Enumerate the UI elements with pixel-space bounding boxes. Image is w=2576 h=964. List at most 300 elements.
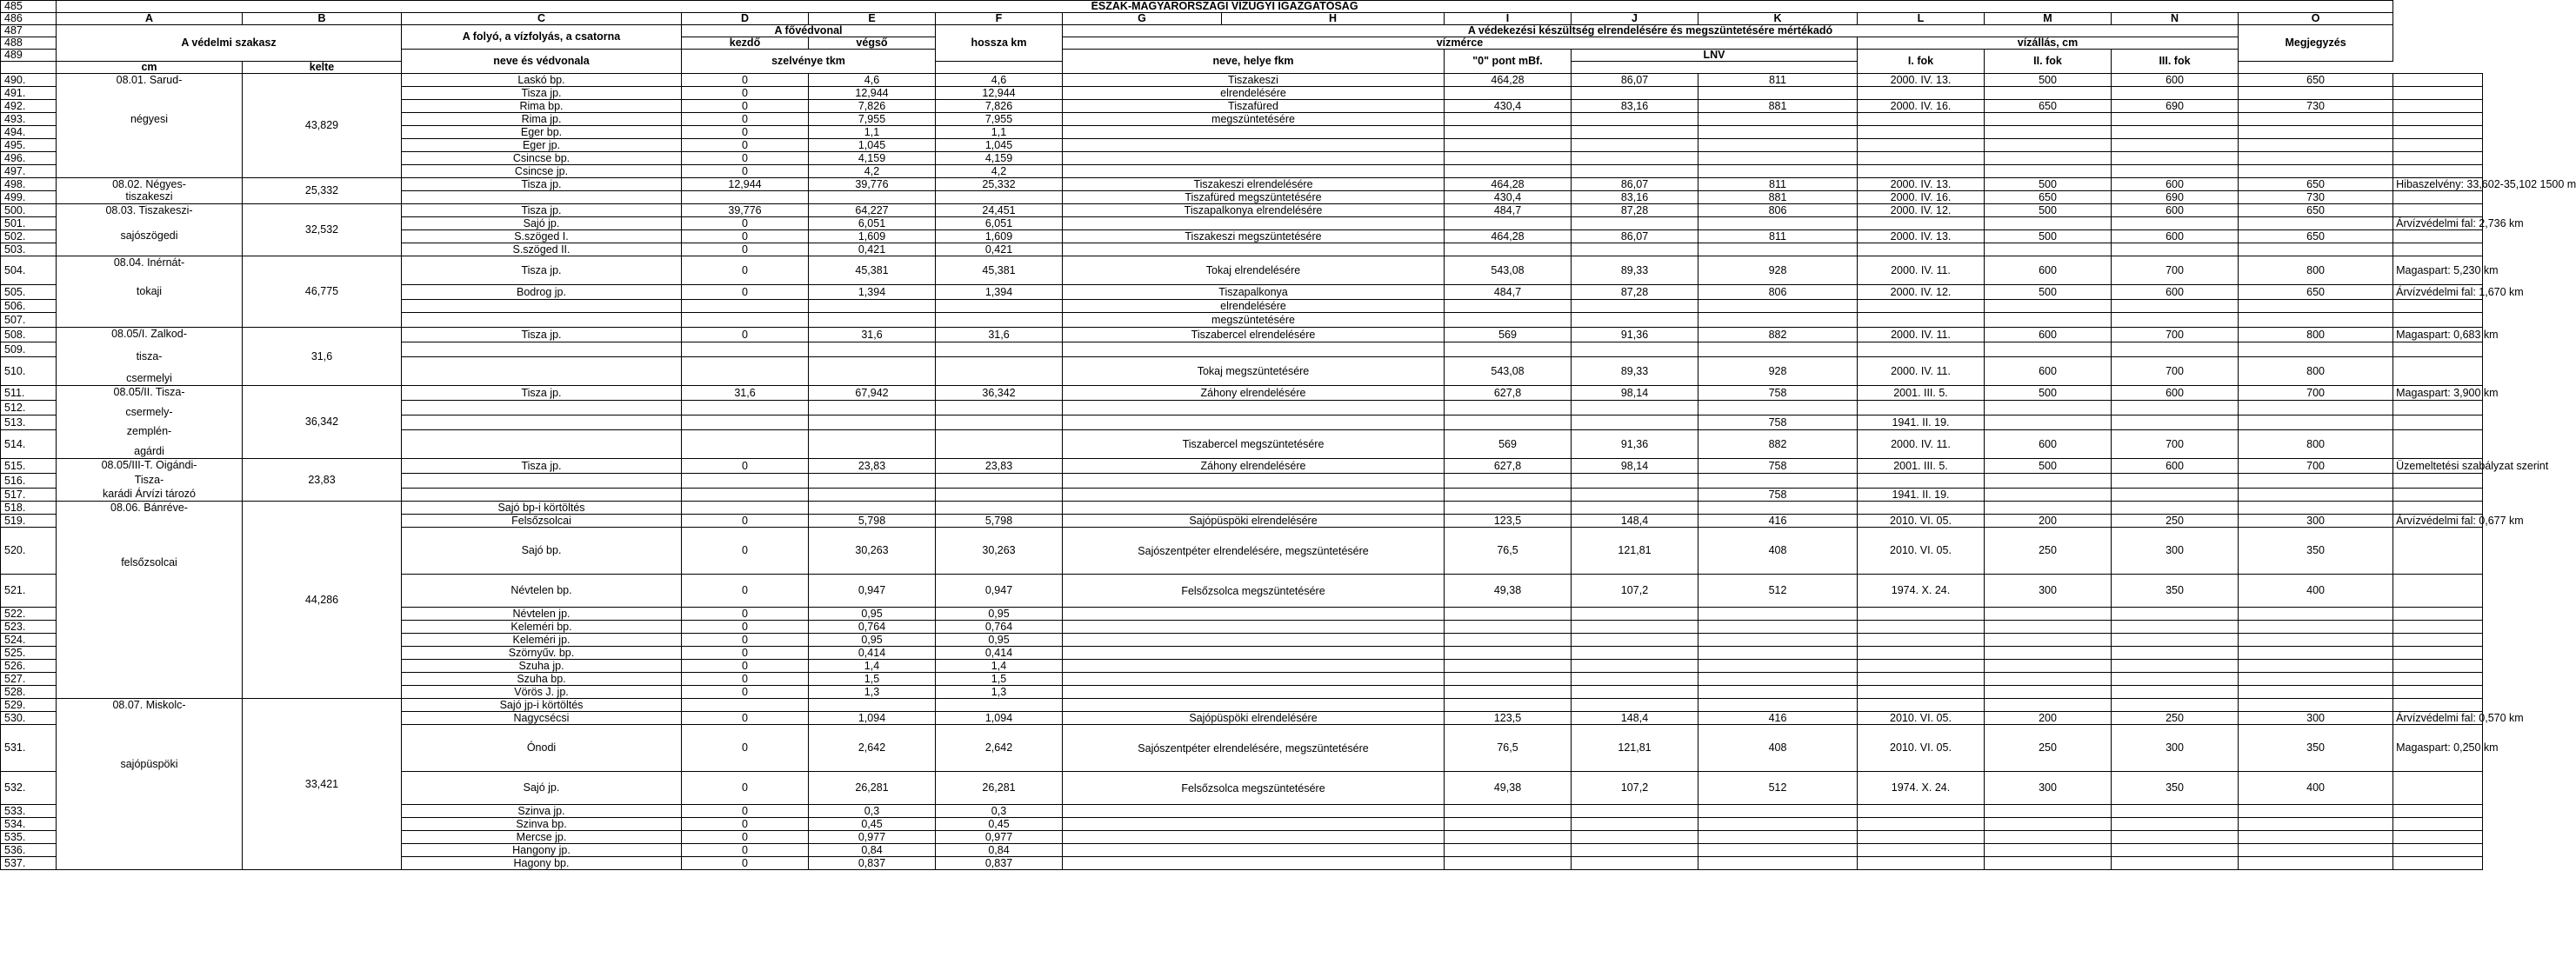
cell-nn: 730 bbox=[2239, 191, 2393, 204]
cell-h bbox=[1445, 139, 1572, 152]
cell-o bbox=[2393, 152, 2483, 165]
cell-nn: 800 bbox=[2239, 328, 2393, 342]
cell-i bbox=[1572, 217, 1698, 230]
cell-nn bbox=[2239, 243, 2393, 256]
column-letter: D bbox=[682, 13, 809, 25]
cell-e bbox=[809, 401, 936, 416]
row-number: 485 bbox=[1, 1, 57, 13]
gauge-name: Sajópüspöki elrendelésére bbox=[1063, 712, 1445, 725]
row-number: 502. bbox=[1, 230, 57, 243]
cell-k bbox=[1858, 831, 1985, 844]
row-number: 531. bbox=[1, 725, 57, 772]
cell-l: 500 bbox=[1985, 285, 2112, 300]
cell-j: 811 bbox=[1698, 178, 1858, 191]
table-row bbox=[1, 459, 2483, 474]
cell-f: 4,2 bbox=[936, 165, 1063, 178]
cell-k bbox=[1858, 844, 1985, 857]
row-number: 519. bbox=[1, 515, 57, 528]
cell-l bbox=[1985, 416, 2112, 430]
cell-o bbox=[2393, 300, 2483, 313]
cell-m: 300 bbox=[2112, 528, 2239, 575]
cell-l bbox=[1985, 126, 2112, 139]
section-name-line: karádi Árvízi tározó bbox=[103, 488, 196, 500]
cell-h bbox=[1445, 647, 1572, 660]
section-name-line: csermely- bbox=[125, 405, 173, 418]
cell-k bbox=[1858, 660, 1985, 673]
cell-m bbox=[2112, 818, 2239, 831]
cell-e: 0,421 bbox=[809, 243, 936, 256]
cell-nn bbox=[2239, 165, 2393, 178]
cell-i bbox=[1572, 502, 1698, 515]
row-number: 499. bbox=[1, 191, 57, 204]
cell-m bbox=[2112, 300, 2239, 313]
cell-nn: 650 bbox=[2239, 178, 2393, 191]
cell-i bbox=[1572, 416, 1698, 430]
cell-l bbox=[1985, 165, 2112, 178]
cell-i: 87,28 bbox=[1572, 285, 1698, 300]
cell-j bbox=[1698, 818, 1858, 831]
cell-j bbox=[1698, 844, 1858, 857]
cell-d: 0 bbox=[682, 673, 809, 686]
section-name bbox=[57, 178, 243, 204]
cell-c: Szuha bp. bbox=[402, 673, 682, 686]
cell-nn: 730 bbox=[2239, 100, 2393, 113]
cell-nn bbox=[2239, 139, 2393, 152]
cell-h bbox=[1445, 342, 1572, 357]
cell-d: 0 bbox=[682, 74, 809, 87]
cell-c: Tisza jp. bbox=[402, 87, 682, 100]
cell-nn bbox=[2239, 831, 2393, 844]
cell-e: 7,826 bbox=[809, 100, 936, 113]
cell-d: 0 bbox=[682, 725, 809, 772]
cell-c: Névtelen jp. bbox=[402, 608, 682, 621]
cell-h bbox=[1445, 805, 1572, 818]
cell-e: 4,2 bbox=[809, 165, 936, 178]
cell-m bbox=[2112, 217, 2239, 230]
cell-i: 148,4 bbox=[1572, 515, 1698, 528]
cell-m: 350 bbox=[2112, 575, 2239, 608]
gauge-name bbox=[1063, 686, 1445, 699]
cell-m bbox=[2112, 313, 2239, 328]
cell-c bbox=[402, 313, 682, 328]
cell-nn bbox=[2239, 686, 2393, 699]
cell-k bbox=[1858, 87, 1985, 100]
cell-j bbox=[1698, 313, 1858, 328]
cell-nn bbox=[2239, 634, 2393, 647]
column-letter: E bbox=[809, 13, 936, 25]
cell-j bbox=[1698, 401, 1858, 416]
cell-f: 7,955 bbox=[936, 113, 1063, 126]
cell-j bbox=[1698, 113, 1858, 126]
cell-d: 0 bbox=[682, 608, 809, 621]
cell-h bbox=[1445, 300, 1572, 313]
header-mertekado: A védekezési készültség elrendelésére és megszüntetésére mértékadó bbox=[1063, 25, 2239, 37]
cell-j: 882 bbox=[1698, 328, 1858, 342]
cell-i: 121,81 bbox=[1572, 528, 1698, 575]
cell-k: 2000. IV. 12. bbox=[1858, 285, 1985, 300]
gauge-name: Sajópüspöki elrendelésére bbox=[1063, 515, 1445, 528]
cell-d: 0 bbox=[682, 857, 809, 870]
header-neve-vedvonala: neve és védvonala bbox=[402, 50, 682, 74]
cell-f: 36,342 bbox=[936, 386, 1063, 401]
cell-j: 881 bbox=[1698, 100, 1858, 113]
cell-h bbox=[1445, 313, 1572, 328]
cell-l bbox=[1985, 621, 2112, 634]
cell-j: 512 bbox=[1698, 575, 1858, 608]
row-number: 498. bbox=[1, 178, 57, 191]
cell-i bbox=[1572, 634, 1698, 647]
cell-e: 30,263 bbox=[809, 528, 936, 575]
column-letter: I bbox=[1445, 13, 1572, 25]
cell-nn: 350 bbox=[2239, 528, 2393, 575]
cell-l: 500 bbox=[1985, 204, 2112, 217]
cell-f: 1,1 bbox=[936, 126, 1063, 139]
cell-c bbox=[402, 401, 682, 416]
gauge-name bbox=[1063, 699, 1445, 712]
cell-i bbox=[1572, 608, 1698, 621]
cell-d bbox=[682, 489, 809, 502]
cell-k: 1941. II. 19. bbox=[1858, 489, 1985, 502]
cell-nn bbox=[2239, 857, 2393, 870]
cell-k: 2000. IV. 12. bbox=[1858, 204, 1985, 217]
cell-l bbox=[1985, 608, 2112, 621]
cell-m: 300 bbox=[2112, 725, 2239, 772]
cell-f: 1,094 bbox=[936, 712, 1063, 725]
header-cm: cm bbox=[57, 62, 243, 74]
cell-h bbox=[1445, 474, 1572, 489]
cell-o bbox=[2393, 313, 2483, 328]
cell-m: 600 bbox=[2112, 230, 2239, 243]
cell-c: Sajó jp. bbox=[402, 772, 682, 805]
cell-l: 250 bbox=[1985, 725, 2112, 772]
cell-c: Névtelen bp. bbox=[402, 575, 682, 608]
cell-f: 0,977 bbox=[936, 831, 1063, 844]
cell-c bbox=[402, 430, 682, 459]
section-name-line: agárdi bbox=[134, 444, 164, 457]
gauge-name: Tokaj megszüntetésére bbox=[1063, 357, 1445, 386]
section-name-line bbox=[59, 593, 239, 605]
row-number: 492. bbox=[1, 100, 57, 113]
cell-f: 0,947 bbox=[936, 575, 1063, 608]
cell-d: 0 bbox=[682, 328, 809, 342]
cell-m bbox=[2112, 416, 2239, 430]
cell-k bbox=[1858, 857, 1985, 870]
row-number: 500. bbox=[1, 204, 57, 217]
cell-e: 6,051 bbox=[809, 217, 936, 230]
cell-i bbox=[1572, 699, 1698, 712]
cell-l bbox=[1985, 474, 2112, 489]
cell-d bbox=[682, 474, 809, 489]
gauge-name: elrendelésére bbox=[1063, 87, 1445, 100]
cell-k: 1974. X. 24. bbox=[1858, 772, 1985, 805]
cell-nn bbox=[2239, 152, 2393, 165]
cell-h: 543,08 bbox=[1445, 256, 1572, 285]
cell-i bbox=[1572, 313, 1698, 328]
cell-h bbox=[1445, 660, 1572, 673]
cell-d bbox=[682, 502, 809, 515]
cell-k: 2000. IV. 13. bbox=[1858, 230, 1985, 243]
cell-e: 39,776 bbox=[809, 178, 936, 191]
header-hossza: hossza km bbox=[936, 25, 1063, 62]
gauge-name: Felsőzsolca megszüntetésére bbox=[1063, 772, 1445, 805]
cell-m bbox=[2112, 342, 2239, 357]
cell-c bbox=[402, 416, 682, 430]
cell-e: 1,394 bbox=[809, 285, 936, 300]
gauge-name: Tiszabercel megszüntetésére bbox=[1063, 430, 1445, 459]
section-name-line: 08.01. Sarud- bbox=[116, 74, 183, 86]
cell-d: 0 bbox=[682, 844, 809, 857]
cell-h: 464,28 bbox=[1445, 178, 1572, 191]
cell-c: Felsőzsolcai bbox=[402, 515, 682, 528]
cell-l bbox=[1985, 818, 2112, 831]
cell-i: 87,28 bbox=[1572, 204, 1698, 217]
cell-c: Vörös J. jp. bbox=[402, 686, 682, 699]
cell-h bbox=[1445, 401, 1572, 416]
cell-c bbox=[402, 474, 682, 489]
cell-m bbox=[2112, 165, 2239, 178]
cell-nn: 800 bbox=[2239, 357, 2393, 386]
cell-j bbox=[1698, 152, 1858, 165]
cell-d bbox=[682, 342, 809, 357]
gauge-name: Tiszafüred megszüntetésére bbox=[1063, 191, 1445, 204]
cell-k bbox=[1858, 313, 1985, 328]
section-name bbox=[57, 459, 243, 502]
header-fovedvonal: A fővédvonal bbox=[682, 25, 936, 37]
cell-e: 31,6 bbox=[809, 328, 936, 342]
section-name-line bbox=[59, 520, 239, 532]
header-vizallas: vízállás, cm bbox=[1858, 37, 2239, 50]
row-number: 494. bbox=[1, 126, 57, 139]
section-name-line bbox=[59, 87, 239, 99]
section-length: 46,775 bbox=[243, 256, 402, 328]
cell-l bbox=[1985, 87, 2112, 100]
header-kelte: kelte bbox=[243, 62, 402, 74]
gauge-name bbox=[1063, 818, 1445, 831]
cell-j: 928 bbox=[1698, 256, 1858, 285]
cell-d bbox=[682, 416, 809, 430]
section-name bbox=[57, 386, 243, 459]
cell-f: 2,642 bbox=[936, 725, 1063, 772]
row-number: 536. bbox=[1, 844, 57, 857]
section-name-line bbox=[59, 738, 239, 750]
cell-e: 1,1 bbox=[809, 126, 936, 139]
cell-nn: 800 bbox=[2239, 430, 2393, 459]
row-number bbox=[1, 62, 57, 74]
cell-c: Hagony bp. bbox=[402, 857, 682, 870]
cell-d bbox=[682, 191, 809, 204]
cell-c: Bodrog jp. bbox=[402, 285, 682, 300]
cell-h bbox=[1445, 489, 1572, 502]
cell-k bbox=[1858, 165, 1985, 178]
cell-f: 31,6 bbox=[936, 328, 1063, 342]
row-number: 520. bbox=[1, 528, 57, 575]
cell-o bbox=[2393, 113, 2483, 126]
section-name-line bbox=[59, 667, 239, 679]
row-number: 514. bbox=[1, 430, 57, 459]
cell-l: 200 bbox=[1985, 712, 2112, 725]
cell-m: 700 bbox=[2112, 430, 2239, 459]
cell-e: 4,6 bbox=[809, 74, 936, 87]
cell-o bbox=[2393, 502, 2483, 515]
cell-e: 0,764 bbox=[809, 621, 936, 634]
header-kezdo: kezdő bbox=[682, 37, 809, 50]
section-name-line bbox=[59, 125, 239, 137]
cell-nn bbox=[2239, 818, 2393, 831]
cell-h bbox=[1445, 502, 1572, 515]
cell-j bbox=[1698, 608, 1858, 621]
cell-m: 690 bbox=[2112, 191, 2239, 204]
cell-f: 1,4 bbox=[936, 660, 1063, 673]
cell-f: 0,45 bbox=[936, 818, 1063, 831]
table-row bbox=[1, 13, 2483, 25]
cell-j: 928 bbox=[1698, 357, 1858, 386]
cell-i bbox=[1572, 844, 1698, 857]
gauge-name: Tiszakeszi elrendelésére bbox=[1063, 178, 1445, 191]
cell-l: 600 bbox=[1985, 328, 2112, 342]
cell-o bbox=[2393, 357, 2483, 386]
cell-nn: 800 bbox=[2239, 256, 2393, 285]
cell-j bbox=[1698, 243, 1858, 256]
column-letter: L bbox=[1858, 13, 1985, 25]
cell-l bbox=[1985, 401, 2112, 416]
cell-d: 0 bbox=[682, 712, 809, 725]
cell-h: 76,5 bbox=[1445, 725, 1572, 772]
cell-k bbox=[1858, 342, 1985, 357]
header-vizmerce: vízmérce bbox=[1063, 37, 1858, 50]
cell-k: 2010. VI. 05. bbox=[1858, 515, 1985, 528]
header-vedelmi-szakasz: A védelmi szakasz bbox=[57, 25, 402, 62]
row-number: 495. bbox=[1, 139, 57, 152]
cell-d: 0 bbox=[682, 100, 809, 113]
cell-f bbox=[936, 430, 1063, 459]
row-number: 537. bbox=[1, 857, 57, 870]
cell-e: 0,977 bbox=[809, 831, 936, 844]
cell-c: S.szöged II. bbox=[402, 243, 682, 256]
section-name-line bbox=[59, 575, 239, 587]
cell-e: 1,5 bbox=[809, 673, 936, 686]
row-number: 509. bbox=[1, 342, 57, 357]
section-name bbox=[57, 204, 243, 256]
cell-h bbox=[1445, 243, 1572, 256]
section-name-line bbox=[59, 719, 239, 731]
cell-c: Tisza jp. bbox=[402, 178, 682, 191]
gauge-name: Tiszafüred bbox=[1063, 100, 1445, 113]
header-megjegyzes: Megjegyzés bbox=[2239, 25, 2393, 62]
cell-f: 25,332 bbox=[936, 178, 1063, 191]
gauge-name bbox=[1063, 647, 1445, 660]
row-number: 516. bbox=[1, 474, 57, 489]
cell-d bbox=[682, 401, 809, 416]
cell-c: Sajó bp-i körtöltés bbox=[402, 502, 682, 515]
cell-c: Sajó jp-i körtöltés bbox=[402, 699, 682, 712]
cell-o: Üzemeltetési szabályzat szerint bbox=[2393, 459, 2483, 474]
cell-f: 24,451 bbox=[936, 204, 1063, 217]
cell-m bbox=[2112, 243, 2239, 256]
cell-i bbox=[1572, 660, 1698, 673]
cell-o bbox=[2393, 818, 2483, 831]
cell-m bbox=[2112, 113, 2239, 126]
section-length: 32,532 bbox=[243, 204, 402, 256]
cell-f bbox=[936, 489, 1063, 502]
cell-d: 0 bbox=[682, 621, 809, 634]
cell-nn bbox=[2239, 342, 2393, 357]
cell-j bbox=[1698, 647, 1858, 660]
cell-k bbox=[1858, 634, 1985, 647]
section-name-line: zemplén- bbox=[126, 425, 172, 438]
cell-c: S.szöged I. bbox=[402, 230, 682, 243]
table-row bbox=[1, 178, 2483, 191]
cell-k bbox=[1858, 805, 1985, 818]
cell-e: 67,942 bbox=[809, 386, 936, 401]
column-letter: K bbox=[1698, 13, 1858, 25]
cell-o bbox=[2393, 528, 2483, 575]
cell-c bbox=[402, 489, 682, 502]
table-row bbox=[1, 256, 2483, 285]
cell-d: 0 bbox=[682, 647, 809, 660]
section-length: 43,829 bbox=[243, 74, 402, 178]
cell-e: 0,414 bbox=[809, 647, 936, 660]
cell-o bbox=[2393, 401, 2483, 416]
cell-l bbox=[1985, 831, 2112, 844]
cell-nn bbox=[2239, 416, 2393, 430]
cell-f bbox=[936, 191, 1063, 204]
gauge-name bbox=[1063, 634, 1445, 647]
cell-m: 690 bbox=[2112, 100, 2239, 113]
section-name-line: 08.05/II. Tisza- bbox=[113, 386, 185, 398]
cell-o bbox=[2393, 608, 2483, 621]
cell-j: 811 bbox=[1698, 74, 1858, 87]
header-fok2: II. fok bbox=[1985, 50, 2112, 74]
cell-i bbox=[1572, 300, 1698, 313]
cell-i bbox=[1572, 647, 1698, 660]
section-length: 36,342 bbox=[243, 386, 402, 459]
cell-i bbox=[1572, 831, 1698, 844]
cell-h bbox=[1445, 217, 1572, 230]
cell-o bbox=[2393, 243, 2483, 256]
cell-i bbox=[1572, 113, 1698, 126]
cell-d: 0 bbox=[682, 285, 809, 300]
cell-h: 123,5 bbox=[1445, 515, 1572, 528]
cell-e: 1,094 bbox=[809, 712, 936, 725]
gauge-name bbox=[1063, 621, 1445, 634]
cell-i: 83,16 bbox=[1572, 100, 1698, 113]
cell-o: Magaspart: 3,900 km bbox=[2393, 386, 2483, 401]
row-number: 505. bbox=[1, 285, 57, 300]
section-name-line bbox=[59, 138, 239, 150]
cell-nn: 650 bbox=[2239, 285, 2393, 300]
cell-m bbox=[2112, 699, 2239, 712]
cell-o bbox=[2393, 575, 2483, 608]
cell-m: 600 bbox=[2112, 204, 2239, 217]
header-vegso: végső bbox=[809, 37, 936, 50]
cell-j bbox=[1698, 699, 1858, 712]
row-number: 506. bbox=[1, 300, 57, 313]
cell-j bbox=[1698, 342, 1858, 357]
cell-h: 627,8 bbox=[1445, 459, 1572, 474]
cell-o bbox=[2393, 430, 2483, 459]
cell-f bbox=[936, 416, 1063, 430]
table-row bbox=[1, 1, 2483, 13]
cell-l bbox=[1985, 113, 2112, 126]
gauge-name bbox=[1063, 673, 1445, 686]
section-name bbox=[57, 74, 243, 178]
cell-f: 1,5 bbox=[936, 673, 1063, 686]
cell-m: 600 bbox=[2112, 178, 2239, 191]
cell-c: Tisza jp. bbox=[402, 459, 682, 474]
cell-o bbox=[2393, 100, 2483, 113]
gauge-name bbox=[1063, 489, 1445, 502]
cell-i: 148,4 bbox=[1572, 712, 1698, 725]
